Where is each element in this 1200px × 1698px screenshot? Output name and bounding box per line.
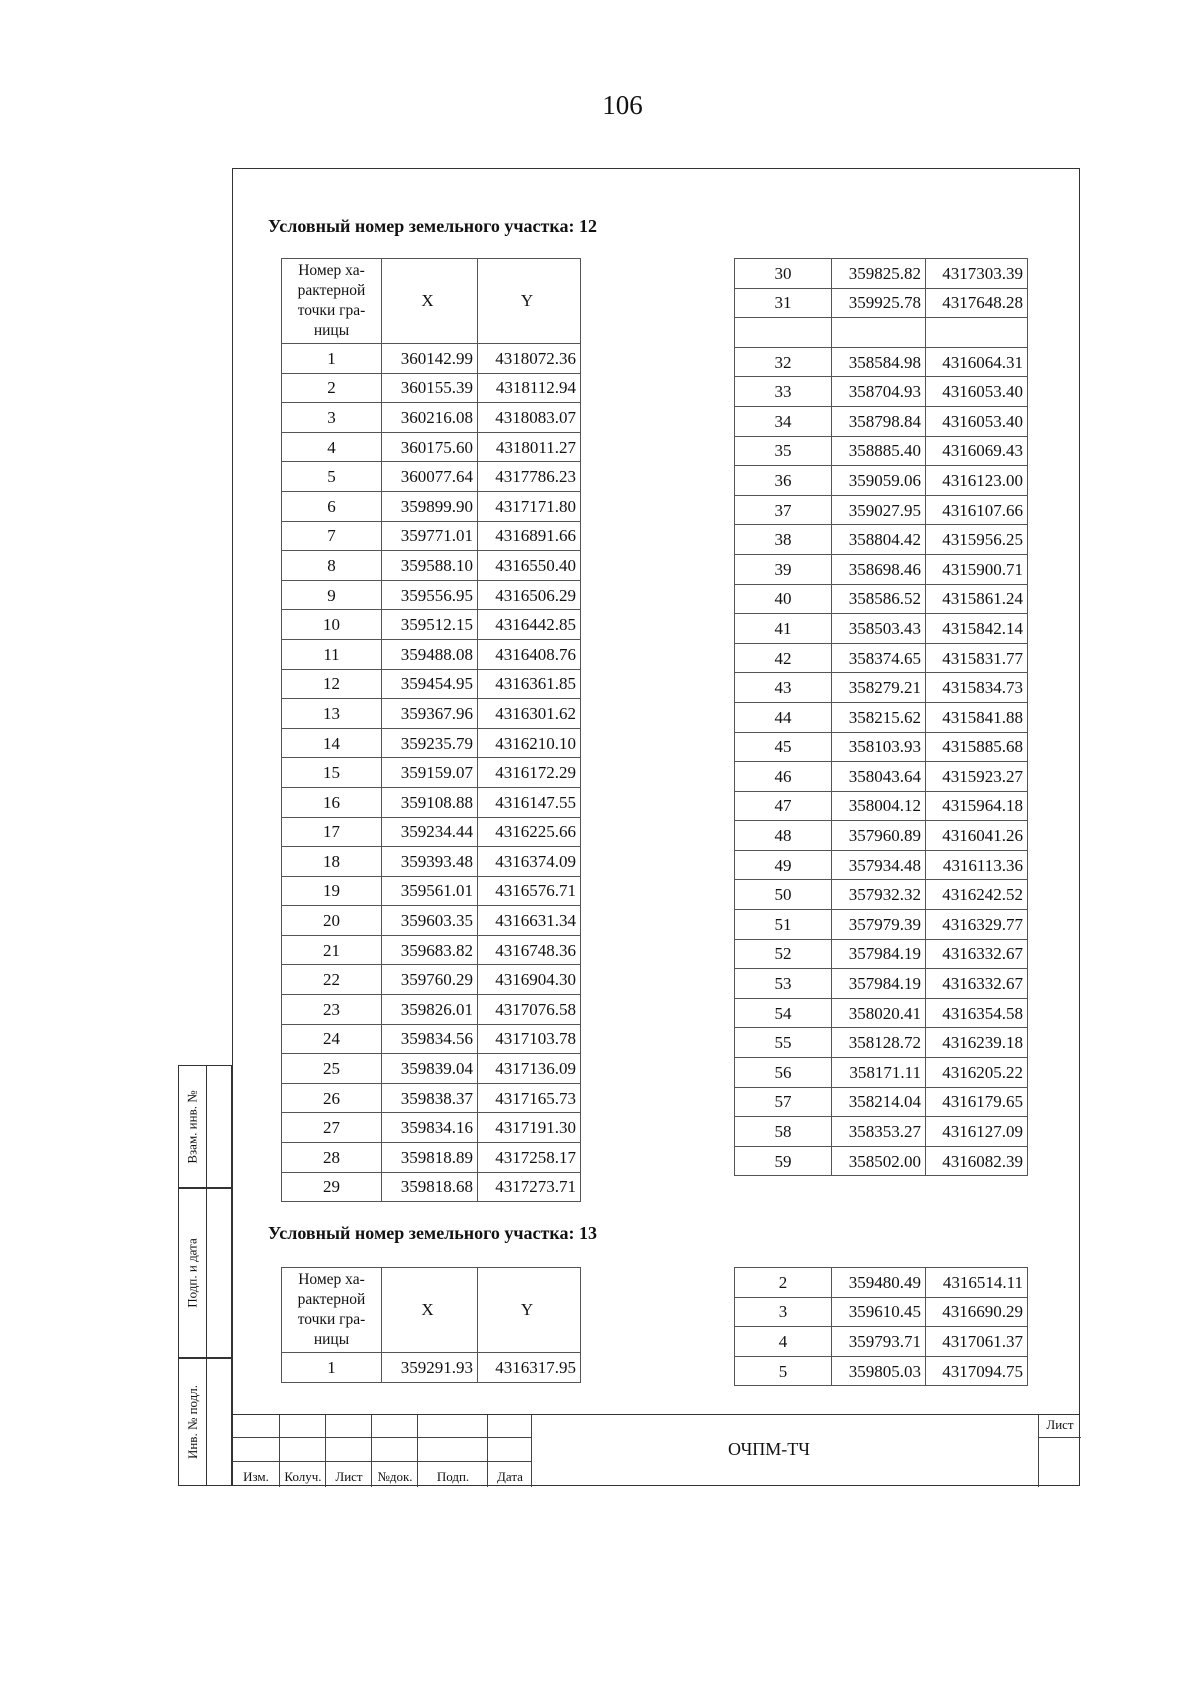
y-cell: 4315900.71: [926, 554, 1028, 584]
x-cell: 359393.48: [382, 847, 478, 877]
x-cell: 359059.06: [832, 466, 926, 496]
y-cell: 4316891.66: [478, 521, 581, 551]
y-cell: 4316053.40: [926, 377, 1028, 407]
y-cell: 4315861.24: [926, 584, 1028, 614]
x-cell: 359818.89: [382, 1143, 478, 1173]
table-row: [735, 347, 1028, 377]
y-cell: 4316239.18: [926, 1028, 1028, 1058]
x-cell: 359925.78: [832, 288, 926, 318]
x-cell: 358215.62: [832, 702, 926, 732]
section-12-right-table: [734, 258, 1028, 1176]
point-number-cell: 22: [282, 965, 382, 995]
table-row: [735, 998, 1028, 1028]
y-cell: 4315956.25: [926, 525, 1028, 555]
x-cell: 357934.48: [832, 850, 926, 880]
point-number-cell: 31: [735, 288, 832, 318]
table-row: [735, 821, 1028, 851]
y-cell: 4316064.31: [926, 347, 1028, 377]
x-cell: 359771.01: [382, 521, 478, 551]
y-cell: 4315834.73: [926, 673, 1028, 703]
point-number-cell: [735, 318, 832, 348]
table-row: [282, 906, 581, 936]
y-cell: 4316053.40: [926, 406, 1028, 436]
x-cell: 358353.27: [832, 1117, 926, 1147]
table-row: [735, 1327, 1028, 1357]
y-cell: 4316082.39: [926, 1146, 1028, 1176]
table-row: [735, 436, 1028, 466]
x-cell: 359291.93: [382, 1353, 478, 1383]
x-cell: 357984.19: [832, 969, 926, 999]
x-cell: 358503.43: [832, 614, 926, 644]
table-row: [282, 639, 581, 669]
header-x: X: [382, 259, 478, 344]
point-number-cell: 58: [735, 1117, 832, 1147]
table-row: [735, 850, 1028, 880]
point-number-cell: 39: [735, 554, 832, 584]
y-cell: 4317273.71: [478, 1172, 581, 1202]
table-row: [735, 554, 1028, 584]
table-row: [735, 377, 1028, 407]
table-row: [735, 288, 1028, 318]
point-number-cell: 49: [735, 850, 832, 880]
table-row: [735, 466, 1028, 496]
y-cell: 4316514.11: [926, 1268, 1028, 1298]
point-number-cell: 48: [735, 821, 832, 851]
table-row: [735, 673, 1028, 703]
table-row: [735, 643, 1028, 673]
table-row: [282, 965, 581, 995]
x-cell: 359454.95: [382, 669, 478, 699]
x-cell: 358103.93: [832, 732, 926, 762]
point-number-cell: 26: [282, 1083, 382, 1113]
table-row: [282, 491, 581, 521]
title-col-doc-no: №док.: [377, 1469, 413, 1484]
point-number-cell: 19: [282, 876, 382, 906]
section-12-left-table: [281, 258, 581, 1202]
y-cell: 4318072.36: [478, 344, 581, 374]
y-cell: 4316904.30: [478, 965, 581, 995]
y-cell: 4317786.23: [478, 462, 581, 492]
x-cell: 359826.01: [382, 995, 478, 1025]
x-cell: 357984.19: [832, 939, 926, 969]
title-col-count: Колуч.: [284, 1469, 322, 1484]
x-cell: 357979.39: [832, 910, 926, 940]
y-cell: 4316317.95: [478, 1353, 581, 1383]
y-cell: 4316361.85: [478, 669, 581, 699]
y-cell: 4317136.09: [478, 1054, 581, 1084]
binding-strip-bottom: [178, 1358, 232, 1486]
x-cell: 359839.04: [382, 1054, 478, 1084]
y-cell: 4315841.88: [926, 702, 1028, 732]
point-number-cell: 55: [735, 1028, 832, 1058]
point-number-cell: 38: [735, 525, 832, 555]
x-cell: 357932.32: [832, 880, 926, 910]
y-cell: 4316690.29: [926, 1297, 1028, 1327]
point-number-cell: 47: [735, 791, 832, 821]
table-row: [282, 847, 581, 877]
point-number-cell: 3: [735, 1297, 832, 1327]
point-number-cell: 11: [282, 639, 382, 669]
strip-label-original-inv: Инв. № подл.: [185, 1384, 201, 1460]
table-row: [282, 787, 581, 817]
point-number-cell: 1: [282, 344, 382, 374]
y-cell: 4317191.30: [478, 1113, 581, 1143]
section-13-title: Условный номер земельного участка: 13: [268, 1223, 597, 1243]
y-cell: 4317648.28: [926, 288, 1028, 318]
table-row: [735, 762, 1028, 792]
table-row: [735, 1268, 1028, 1298]
x-cell: 359834.16: [382, 1113, 478, 1143]
point-number-cell: 9: [282, 580, 382, 610]
table-row: [282, 1113, 581, 1143]
y-cell: 4316172.29: [478, 758, 581, 788]
y-cell: 4316408.76: [478, 639, 581, 669]
y-cell: 4316123.00: [926, 466, 1028, 496]
table-row: [282, 610, 581, 640]
header-y: Y: [478, 259, 581, 344]
point-number-cell: 5: [735, 1356, 832, 1386]
table-row: [282, 1353, 581, 1383]
table-row: [282, 551, 581, 581]
y-cell: 4316301.62: [478, 699, 581, 729]
y-cell: 4316041.26: [926, 821, 1028, 851]
table-row: [735, 791, 1028, 821]
y-cell: 4315885.68: [926, 732, 1028, 762]
x-cell: 358698.46: [832, 554, 926, 584]
point-number-cell: 45: [735, 732, 832, 762]
point-number-cell: 52: [735, 939, 832, 969]
table-header-row: [282, 1268, 581, 1353]
point-number-cell: 50: [735, 880, 832, 910]
point-number-cell: 6: [282, 491, 382, 521]
x-cell: [832, 318, 926, 348]
x-cell: 360175.60: [382, 432, 478, 462]
title-col-date: Дата: [497, 1469, 523, 1484]
point-number-cell: 8: [282, 551, 382, 581]
point-number-cell: 44: [735, 702, 832, 732]
table-row: [735, 584, 1028, 614]
y-cell: 4316147.55: [478, 787, 581, 817]
y-cell: 4315842.14: [926, 614, 1028, 644]
x-cell: 359561.01: [382, 876, 478, 906]
table-row: [735, 1356, 1028, 1386]
x-cell: 358885.40: [832, 436, 926, 466]
y-cell: 4316210.10: [478, 728, 581, 758]
table-row: [735, 702, 1028, 732]
y-cell: 4316332.67: [926, 969, 1028, 999]
point-number-cell: 18: [282, 847, 382, 877]
y-cell: 4316205.22: [926, 1058, 1028, 1088]
y-cell: 4316506.29: [478, 580, 581, 610]
table-row: [282, 876, 581, 906]
table-row: [735, 1297, 1028, 1327]
table-row: [735, 525, 1028, 555]
point-number-cell: 12: [282, 669, 382, 699]
table-row: [735, 406, 1028, 436]
table-row: [735, 939, 1028, 969]
point-number-cell: 2: [282, 373, 382, 403]
table-row: [735, 1117, 1028, 1147]
section-12-title: Условный номер земельного участка: 12: [268, 216, 597, 236]
x-cell: 359367.96: [382, 699, 478, 729]
table-row: [735, 318, 1028, 348]
table-row: [735, 1058, 1028, 1088]
y-cell: 4317303.39: [926, 259, 1028, 289]
point-number-cell: 5: [282, 462, 382, 492]
table-row: [735, 969, 1028, 999]
point-number-cell: 24: [282, 1024, 382, 1054]
title-col-signature: Подп.: [436, 1469, 470, 1484]
table-row: [282, 1054, 581, 1084]
x-cell: 357960.89: [832, 821, 926, 851]
point-number-cell: 51: [735, 910, 832, 940]
table-row: [282, 521, 581, 551]
table-row: [282, 699, 581, 729]
table-row: [282, 462, 581, 492]
point-number-cell: 27: [282, 1113, 382, 1143]
x-cell: 358043.64: [832, 762, 926, 792]
y-cell: 4316332.67: [926, 939, 1028, 969]
y-cell: 4317094.75: [926, 1356, 1028, 1386]
table-row: [282, 669, 581, 699]
section-13-left-table: [281, 1267, 581, 1383]
x-cell: 359760.29: [382, 965, 478, 995]
point-number-cell: 14: [282, 728, 382, 758]
x-cell: 359480.49: [832, 1268, 926, 1298]
y-cell: 4317103.78: [478, 1024, 581, 1054]
point-number-cell: 57: [735, 1087, 832, 1117]
y-cell: 4316329.77: [926, 910, 1028, 940]
table-row: [282, 344, 581, 374]
table-row: [282, 935, 581, 965]
point-number-cell: 37: [735, 495, 832, 525]
table-row: [735, 910, 1028, 940]
point-number-cell: 20: [282, 906, 382, 936]
point-number-cell: 29: [282, 1172, 382, 1202]
x-cell: 359027.95: [832, 495, 926, 525]
point-number-cell: 35: [735, 436, 832, 466]
title-col-change: Изм.: [243, 1469, 269, 1484]
point-number-cell: 40: [735, 584, 832, 614]
x-cell: 358214.04: [832, 1087, 926, 1117]
point-number-cell: 2: [735, 1268, 832, 1298]
table-row: [282, 1083, 581, 1113]
x-cell: 358004.12: [832, 791, 926, 821]
table-row: [282, 995, 581, 1025]
header-point-number: Номер ха- рактерной точки гра- ницы: [282, 259, 382, 344]
table-row: [735, 880, 1028, 910]
table-row: [735, 1146, 1028, 1176]
y-cell: [926, 318, 1028, 348]
x-cell: 359899.90: [382, 491, 478, 521]
table-row: [735, 732, 1028, 762]
y-cell: 4316550.40: [478, 551, 581, 581]
header-y: Y: [478, 1268, 581, 1353]
point-number-cell: 4: [735, 1327, 832, 1357]
y-cell: 4316374.09: [478, 847, 581, 877]
point-number-cell: 21: [282, 935, 382, 965]
x-cell: 359825.82: [832, 259, 926, 289]
x-cell: 360142.99: [382, 344, 478, 374]
y-cell: 4316442.85: [478, 610, 581, 640]
document-code: ОЧПМ-ТЧ: [728, 1439, 810, 1459]
y-cell: 4316179.65: [926, 1087, 1028, 1117]
x-cell: 359588.10: [382, 551, 478, 581]
table-row: [282, 580, 581, 610]
y-cell: 4316107.66: [926, 495, 1028, 525]
sheet-label: Лист: [1046, 1417, 1074, 1432]
strip-label-signature-date: Подп. и дата: [185, 1238, 201, 1308]
x-cell: 359683.82: [382, 935, 478, 965]
table-header-row: [282, 259, 581, 344]
x-cell: 360155.39: [382, 373, 478, 403]
y-cell: 4316354.58: [926, 998, 1028, 1028]
title-col-sheet: Лист: [335, 1469, 363, 1484]
point-number-cell: 15: [282, 758, 382, 788]
point-number-cell: 28: [282, 1143, 382, 1173]
point-number-cell: 17: [282, 817, 382, 847]
point-number-cell: 1: [282, 1353, 382, 1383]
table-row: [735, 1087, 1028, 1117]
x-cell: 359838.37: [382, 1083, 478, 1113]
table-row: [735, 1028, 1028, 1058]
point-number-cell: 4: [282, 432, 382, 462]
x-cell: 359512.15: [382, 610, 478, 640]
point-number-cell: 30: [735, 259, 832, 289]
y-cell: 4316748.36: [478, 935, 581, 965]
table-row: [735, 614, 1028, 644]
x-cell: 360216.08: [382, 403, 478, 433]
binding-strip-middle: [178, 1188, 232, 1358]
section-13-right-table: [734, 1267, 1028, 1386]
x-cell: 359234.44: [382, 817, 478, 847]
x-cell: 359805.03: [832, 1356, 926, 1386]
x-cell: 358020.41: [832, 998, 926, 1028]
x-cell: 359610.45: [832, 1297, 926, 1327]
point-number-cell: 53: [735, 969, 832, 999]
x-cell: 358502.00: [832, 1146, 926, 1176]
x-cell: 360077.64: [382, 462, 478, 492]
table-row: [282, 432, 581, 462]
header-x: X: [382, 1268, 478, 1353]
x-cell: 358171.11: [832, 1058, 926, 1088]
title-block: [232, 1414, 1080, 1487]
x-cell: 359818.68: [382, 1172, 478, 1202]
x-cell: 358804.42: [832, 525, 926, 555]
point-number-cell: 25: [282, 1054, 382, 1084]
x-cell: 358128.72: [832, 1028, 926, 1058]
table-row: [282, 373, 581, 403]
y-cell: 4317165.73: [478, 1083, 581, 1113]
table-row: [282, 403, 581, 433]
table-row: [735, 259, 1028, 289]
y-cell: 4316576.71: [478, 876, 581, 906]
x-cell: 359235.79: [382, 728, 478, 758]
table-row: [282, 817, 581, 847]
x-cell: 358704.93: [832, 377, 926, 407]
x-cell: 358586.52: [832, 584, 926, 614]
point-number-cell: 54: [735, 998, 832, 1028]
y-cell: 4316631.34: [478, 906, 581, 936]
y-cell: 4318011.27: [478, 432, 581, 462]
x-cell: 359556.95: [382, 580, 478, 610]
header-point-number: Номер ха- рактерной точки гра- ницы: [282, 1268, 382, 1353]
point-number-cell: 16: [282, 787, 382, 817]
y-cell: 4318112.94: [478, 373, 581, 403]
y-cell: 4317061.37: [926, 1327, 1028, 1357]
x-cell: 359793.71: [832, 1327, 926, 1357]
page-number: 106: [602, 90, 643, 120]
y-cell: 4316069.43: [926, 436, 1028, 466]
table-row: [282, 758, 581, 788]
y-cell: 4315923.27: [926, 762, 1028, 792]
x-cell: 359834.56: [382, 1024, 478, 1054]
y-cell: 4318083.07: [478, 403, 581, 433]
x-cell: 359488.08: [382, 639, 478, 669]
x-cell: 358374.65: [832, 643, 926, 673]
point-number-cell: 56: [735, 1058, 832, 1088]
strip-label-replace-inv: Взам. инв. №: [185, 1089, 201, 1164]
point-number-cell: 10: [282, 610, 382, 640]
point-number-cell: 36: [735, 466, 832, 496]
table-row: [282, 1024, 581, 1054]
y-cell: 4316242.52: [926, 880, 1028, 910]
table-row: [282, 1172, 581, 1202]
y-cell: 4317258.17: [478, 1143, 581, 1173]
x-cell: 358798.84: [832, 406, 926, 436]
sheet-box: [1038, 1415, 1081, 1487]
point-number-cell: 33: [735, 377, 832, 407]
y-cell: 4315964.18: [926, 791, 1028, 821]
point-number-cell: 46: [735, 762, 832, 792]
point-number-cell: 34: [735, 406, 832, 436]
y-cell: 4317076.58: [478, 995, 581, 1025]
point-number-cell: 23: [282, 995, 382, 1025]
table-row: [282, 728, 581, 758]
x-cell: 358584.98: [832, 347, 926, 377]
x-cell: 358279.21: [832, 673, 926, 703]
point-number-cell: 7: [282, 521, 382, 551]
point-number-cell: 59: [735, 1146, 832, 1176]
y-cell: 4316127.09: [926, 1117, 1028, 1147]
binding-strip-top: [178, 1065, 232, 1188]
x-cell: 359603.35: [382, 906, 478, 936]
point-number-cell: 3: [282, 403, 382, 433]
table-row: [735, 495, 1028, 525]
point-number-cell: 41: [735, 614, 832, 644]
point-number-cell: 13: [282, 699, 382, 729]
table-row: [282, 1143, 581, 1173]
y-cell: 4316113.36: [926, 850, 1028, 880]
point-number-cell: 43: [735, 673, 832, 703]
point-number-cell: 42: [735, 643, 832, 673]
x-cell: 359108.88: [382, 787, 478, 817]
point-number-cell: 32: [735, 347, 832, 377]
y-cell: 4316225.66: [478, 817, 581, 847]
y-cell: 4315831.77: [926, 643, 1028, 673]
y-cell: 4317171.80: [478, 491, 581, 521]
x-cell: 359159.07: [382, 758, 478, 788]
